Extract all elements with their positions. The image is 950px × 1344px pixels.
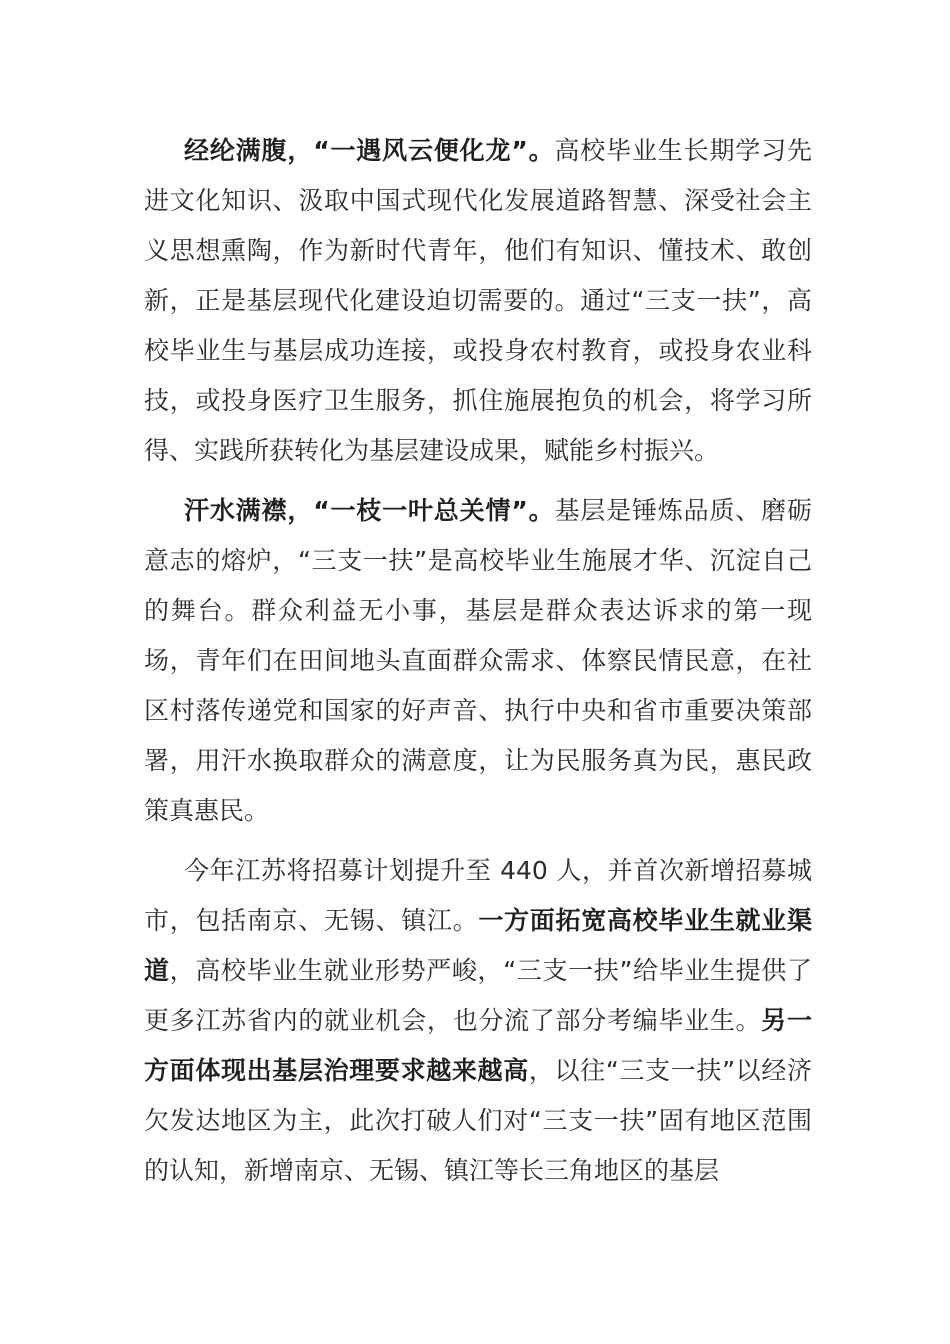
paragraph-jiangsu-text-3: ，以往“三支一扶”以经济欠发达地区为主，此次打破人们对“三支一扶”固有地区范围的认知，新增南京、无锡、镇江等长三角地区的基层 <box>144 1056 812 1185</box>
paragraph-sweat-text: 基层是锤炼品质、磨砺意志的熔炉，“三支一扶”是高校毕业生施展才华、沉淀自己的舞台。群众利益无小事，基层是群众表达诉求的第一现场，青年们在田间地头直面群众需求、体察民情民意，在社区村落传递党和国家的好声音、执行中央和省市重要决策部署，用汗水换取群众的满意度，让为民服务真为民，惠民政策真惠民。 <box>144 496 812 825</box>
paragraph-sweat-heading: 汗水满襟，“一枝一叶总关情”。 <box>184 496 555 525</box>
paragraph-sweat <box>144 486 812 836</box>
document-body <box>144 126 812 1206</box>
paragraph-talent-heading: 经纶满腹，“一遇风云便化龙”。 <box>184 136 555 165</box>
paragraph-talent <box>144 126 812 476</box>
paragraph-jiangsu-bold-2: 另一方面体现出基层治理要求越来越高 <box>144 1006 812 1085</box>
paragraph-talent-text: 高校毕业生长期学习先进文化知识、汲取中国式现代化发展道路智慧、深受社会主义思想熏陶，作为新时代青年，他们有知识、懂技术、敢创新，正是基层现代化建设迫切需要的。通过“三支一扶”，高校毕业生与基层成功连接，或投身农村教育，或投身农业科技，或投身医疗卫生服务，抓住施展抱负的机会，将学习所得、实践所获转化为基层建设成果，赋能乡村振兴。 <box>144 136 812 465</box>
paragraph-jiangsu <box>144 846 812 1196</box>
paragraph-jiangsu-bold-1: 一方面拓宽高校毕业生就业渠道 <box>144 906 812 985</box>
paragraph-jiangsu-text-2: ，高校毕业生就业形势严峻，“三支一扶”给毕业生提供了更多江苏省内的就业机会，也分流了部分考编毕业生。 <box>144 956 812 1035</box>
paragraph-jiangsu-text-1: 今年江苏将招募计划提升至 440 人，并首次新增招募城市，包括南京、无锡、镇江。 <box>144 856 812 935</box>
